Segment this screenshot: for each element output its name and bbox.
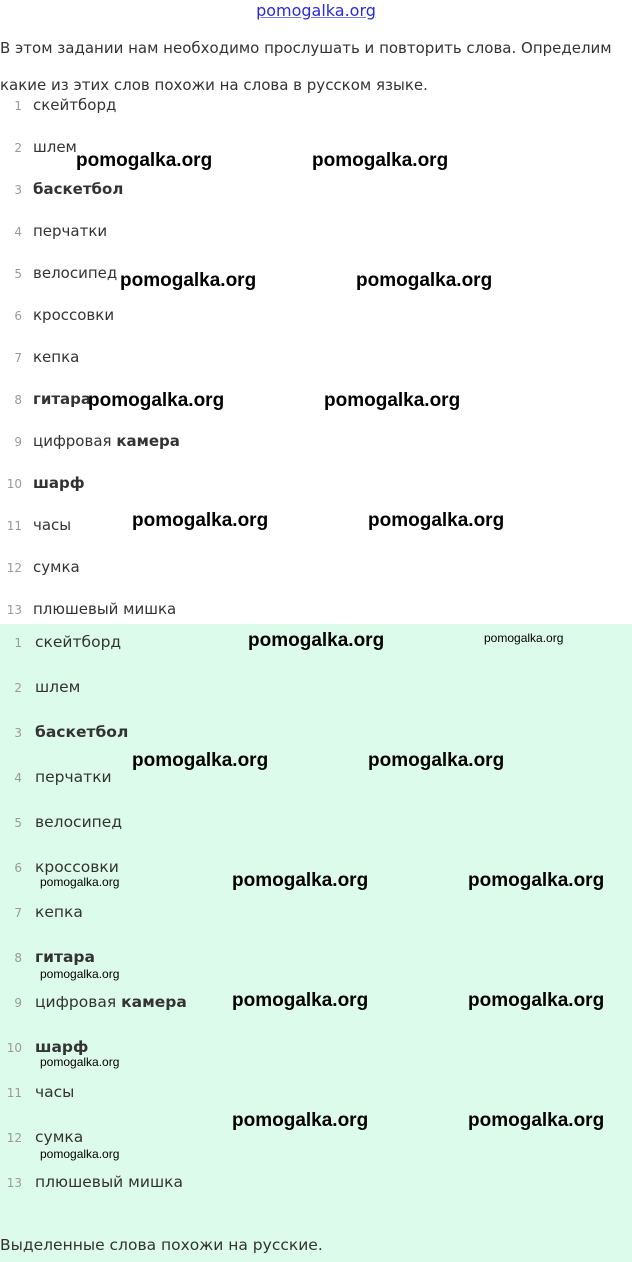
list-item	[0, 170, 632, 212]
list-item	[0, 759, 632, 804]
list-item-number: 4	[14, 771, 22, 785]
list-item-number: 13	[6, 603, 22, 617]
list-item	[0, 464, 632, 506]
list-item-word	[35, 678, 80, 696]
word-plain: плюшевый мишка	[33, 600, 177, 618]
list-item	[0, 212, 632, 254]
word-plain: скейтборд	[33, 96, 117, 114]
word-plain: цифровая	[35, 993, 122, 1011]
watermark-text: pomogalka.org	[468, 990, 605, 1011]
list-item-number: 12	[6, 561, 22, 575]
list-item-number: 12	[6, 1131, 22, 1145]
word-highlighted: камера	[116, 432, 180, 450]
watermark-text: pomogalka.org	[132, 510, 269, 531]
watermark-text: pomogalka.org	[368, 750, 505, 771]
list-item-number: 11	[6, 519, 22, 533]
watermark-text: pomogalka.org	[40, 967, 120, 981]
watermark-text: pomogalka.org	[232, 990, 369, 1011]
watermark-text: pomogalka.org	[40, 1055, 120, 1069]
list-item	[0, 894, 632, 939]
list-item-word	[33, 222, 107, 240]
word-plain: сумка	[35, 1128, 84, 1146]
word-plain: часы	[35, 1083, 75, 1101]
list-item-word	[33, 138, 77, 156]
list-item	[0, 714, 632, 759]
list-item-word	[35, 948, 95, 966]
list-item-word	[33, 348, 79, 366]
word-plain: перчатки	[35, 768, 112, 786]
list-item	[0, 422, 632, 464]
watermark-text: pomogalka.org	[324, 390, 461, 411]
watermark-text: pomogalka.org	[120, 270, 257, 291]
list-item	[0, 548, 632, 590]
watermark-text: pomogalka.org	[88, 390, 225, 411]
list-item-number: 4	[14, 225, 22, 239]
list-item-number: 2	[14, 681, 22, 695]
watermark-text: pomogalka.org	[232, 1110, 369, 1131]
word-plain: кепка	[35, 903, 83, 921]
watermark-text: pomogalka.org	[356, 270, 493, 291]
list-item-word	[35, 1128, 83, 1146]
watermark-text: pomogalka.org	[232, 870, 369, 891]
word-plain: кроссовки	[33, 306, 115, 324]
list-item-word	[35, 993, 187, 1011]
list-item-number: 3	[14, 726, 22, 740]
list-item-number: 8	[14, 393, 22, 407]
list-item-word	[35, 813, 122, 831]
list-item-number: 7	[14, 351, 22, 365]
word-plain: плюшевый мишка	[35, 1173, 183, 1191]
list-item-word	[33, 432, 180, 450]
list-item-number: 7	[14, 906, 22, 920]
watermark-text: pomogalka.org	[368, 510, 505, 531]
conclusion-text: Выделенные слова похожи на русские.	[0, 1236, 323, 1254]
list-item-word	[33, 390, 91, 408]
word-plain: кепка	[33, 348, 80, 366]
list-item-number: 9	[14, 435, 22, 449]
word-plain: велосипед	[35, 813, 123, 831]
watermark-text: pomogalka.org	[468, 870, 605, 891]
word-highlighted: шарф	[35, 1038, 89, 1056]
watermark-text: pomogalka.org	[468, 1110, 605, 1131]
word-plain: часы	[33, 516, 72, 534]
list-item-word	[35, 768, 112, 786]
list-item-number: 10	[6, 477, 22, 491]
list-item-number: 2	[14, 141, 22, 155]
list-item-number: 9	[14, 996, 22, 1010]
list-item-word	[33, 96, 116, 114]
list-item-number: 1	[14, 636, 22, 650]
word-plain: кроссовки	[35, 858, 119, 876]
list-item-number: 5	[14, 267, 22, 281]
list-item	[0, 506, 632, 548]
watermark-text: pomogalka.org	[132, 750, 269, 771]
word-highlighted: камера	[121, 993, 187, 1011]
list-item-word	[35, 1173, 183, 1191]
watermark-text: pomogalka.org	[76, 150, 213, 171]
word-highlighted: шарф	[33, 474, 85, 492]
list-item	[0, 804, 632, 849]
list-item-word	[35, 1083, 74, 1101]
list-item-number: 8	[14, 951, 22, 965]
list-item-number: 11	[6, 1086, 22, 1100]
list-item-number: 10	[6, 1041, 22, 1055]
list-item-word	[35, 633, 121, 651]
word-plain: шлем	[33, 138, 77, 156]
list-item-word	[35, 723, 128, 741]
word-plain: перчатки	[33, 222, 108, 240]
list-item	[0, 669, 632, 714]
list-item-word	[33, 474, 85, 492]
list-item	[0, 296, 632, 338]
list-item-number: 13	[6, 1176, 22, 1190]
site-link[interactable]: pomogalka.org	[256, 1, 376, 20]
word-plain: шлем	[35, 678, 81, 696]
list-item	[0, 338, 632, 380]
watermark-text: pomogalka.org	[484, 631, 564, 645]
list-item-word	[33, 516, 71, 534]
word-plain: цифровая	[33, 432, 117, 450]
list-item-word	[33, 264, 117, 282]
watermark-text: pomogalka.org	[248, 630, 385, 651]
watermark-text: pomogalka.org	[312, 150, 449, 171]
list-item	[0, 254, 632, 296]
list-item	[0, 86, 632, 128]
word-plain: велосипед	[33, 264, 118, 282]
word-highlighted: баскетбол	[35, 723, 129, 741]
list-item-number: 1	[14, 99, 22, 113]
list-item	[0, 1164, 632, 1209]
list-item-number: 3	[14, 183, 22, 197]
word-highlighted: баскетбол	[33, 180, 124, 198]
list-item-word	[35, 858, 119, 876]
list-item-word	[33, 600, 176, 618]
list-item-word	[35, 903, 83, 921]
word-plain: скейтборд	[35, 633, 122, 651]
list-item-word	[33, 558, 80, 576]
word-plain: сумка	[33, 558, 80, 576]
highlighted-answer-block	[0, 624, 632, 1262]
watermark-text: pomogalka.org	[40, 875, 120, 889]
list-item-word	[33, 180, 123, 198]
list-item-number: 6	[14, 861, 22, 875]
list-item-number: 6	[14, 309, 22, 323]
word-highlighted: гитара	[33, 390, 92, 408]
watermark-text: pomogalka.org	[40, 1147, 120, 1161]
list-item-word	[35, 1038, 88, 1056]
list-item-number: 5	[14, 816, 22, 830]
word-highlighted: гитара	[35, 948, 95, 966]
intro-text: В этом задании нам необходимо прослушать и повторить слова. Определим какие из этих слов похожи на слова в русском языке.	[0, 39, 612, 94]
list-item-word	[33, 306, 114, 324]
